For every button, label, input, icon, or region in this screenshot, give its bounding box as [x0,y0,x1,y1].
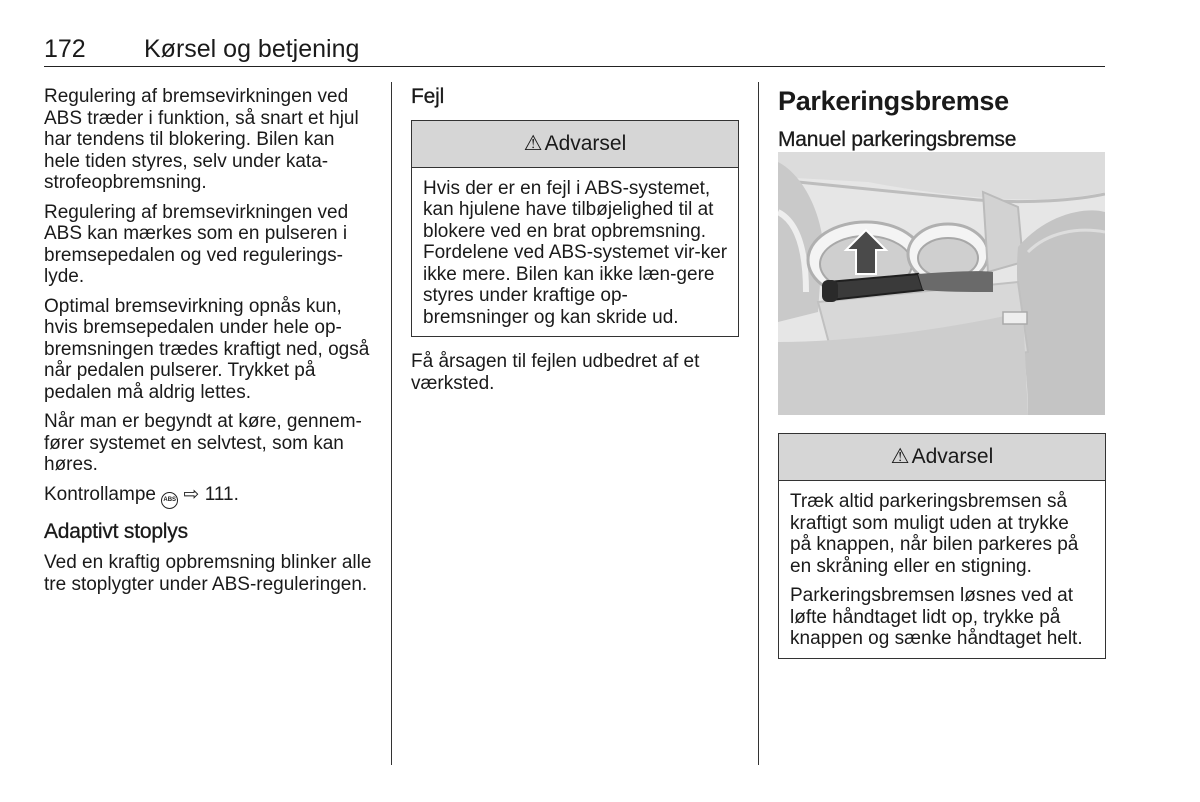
warning-triangle-icon: ⚠ [523,131,543,155]
warning-box-parking [778,433,1106,659]
kontrollampe-label: Kontrollampe [44,483,156,505]
warning-text: Træk altid parkeringsbremsen så kraftigt som muligt uden at trykke på knappen, når bilen parkeres på en skråning eller en stigning. [790,491,1079,577]
kontrollampe-line [44,484,374,509]
paragraph: Optimal bremsevirkning opnås kun, hvis bremsepedalen under hele op-bremsningen trædes kraftigt ned, også når pedalen pulserer. Trykket på pedalen må aldrig lettes. [44,295,370,403]
warning-header [412,121,738,168]
column-divider-left [391,82,392,765]
column-fejl [411,86,739,402]
paragraph: Når man er begyndt at køre, gennem-fører systemet en selvtest, som kan høres. [44,411,362,475]
page-title: Kørsel og betjening [144,35,360,63]
paragraph: Regulering af bremsevirkningen ved ABS kan mærkes som en pulseren i bremsepedalen og ved regulerings-lyde. [44,201,349,287]
page-reference-arrow-icon: ⇨ [183,483,200,505]
kontrollampe-page-ref[interactable]: 111. [204,483,239,505]
warning-box-abs [411,120,739,338]
subsection-heading-manuel: Manuel parkeringsbremse [778,128,1017,151]
column-parkeringsbremse [778,86,1106,659]
warning-body [412,168,738,337]
paragraph: Regulering af bremsevirkningen ved ABS træder i funktion, så snart et hjul har tendens til blokering. Bilen kan hele tiden styres, selv under kata-strofeopbremsning. [44,86,359,193]
section-heading-fejl: Fejl [411,85,445,108]
warning-text: Parkeringsbremsen løsnes ved at løfte håndtaget lidt op, trykke på knappen og sænke håndtaget helt. [790,585,1083,649]
abs-warning-lamp-icon: ABS [161,492,178,509]
parking-brake-drawing [778,152,1105,415]
column-divider-right [758,82,759,765]
warning-text: Hvis der er en fejl i ABS-systemet, kan hjulene have tilbøjelighed til at blokere ved en brat opbremsning. Fordelene ved ABS-systemet vir-ker ikke mere. Bilen kan ikke læn-gere styres under kraftige op-bremsninger og kan skride ud. [423,177,728,328]
column-abs-regulation [44,86,374,603]
warning-title: Advarsel [544,131,627,155]
section-heading-adaptivt-stoplys: Adaptivt stoplys [44,519,188,543]
page-number: 172 [44,35,86,63]
warning-body [779,481,1105,658]
warning-header [779,434,1105,481]
parking-brake-illustration [778,152,1105,415]
page-header [44,34,1105,67]
paragraph: Ved en kraftig opbremsning blinker alle tre stoplygter under ABS-reguleringen. [44,552,372,595]
warning-triangle-icon: ⚠ [890,445,910,469]
warning-title: Advarsel [911,445,994,469]
paragraph: Få årsagen til fejlen udbedret af et værksted. [411,351,700,394]
section-heading-parkeringsbremse: Parkeringsbremse [778,86,1009,116]
